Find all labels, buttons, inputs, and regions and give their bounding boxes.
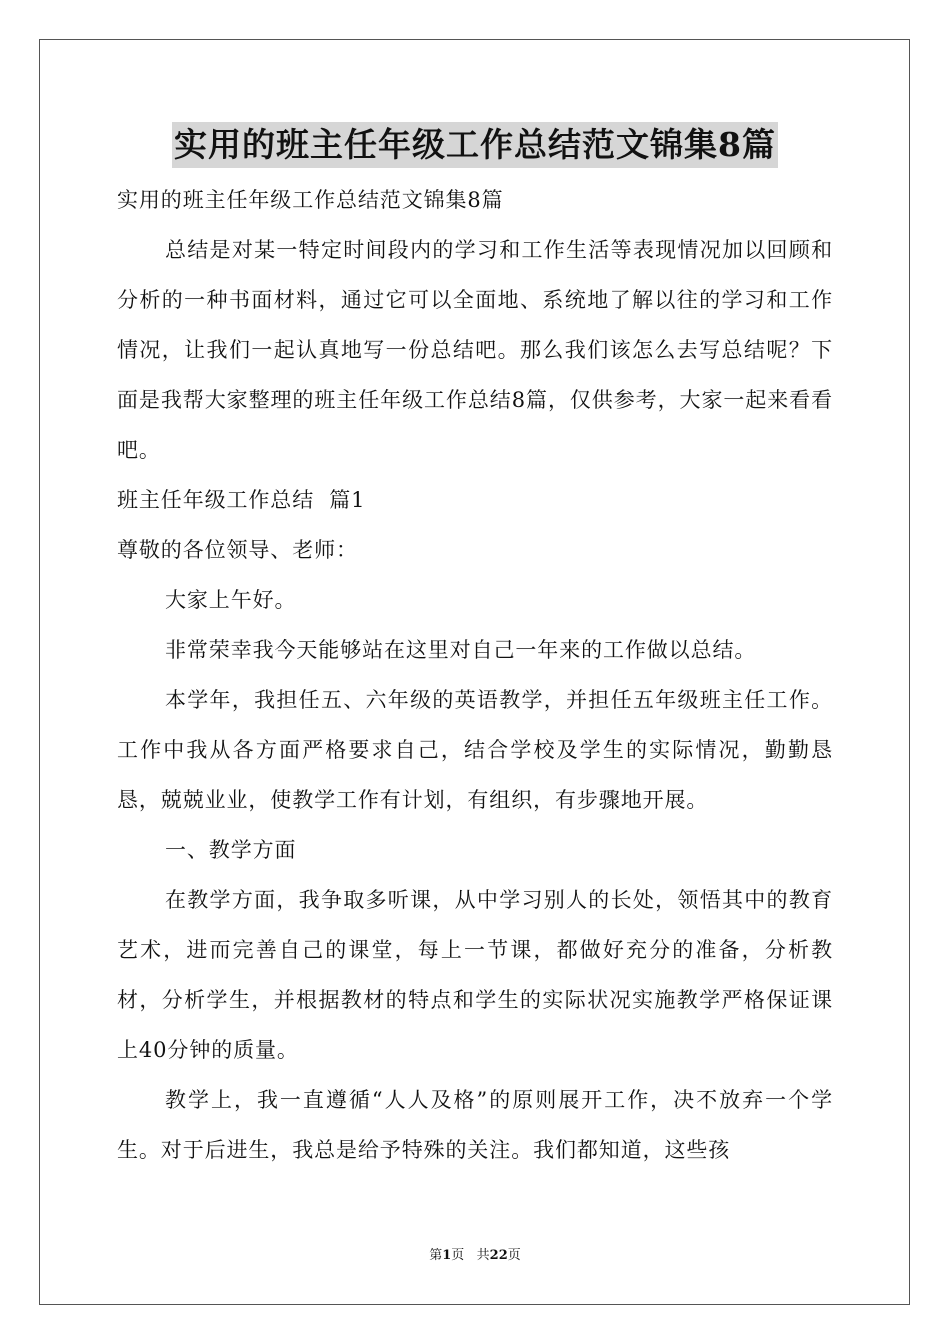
section-heading: 班主任年级工作总结 篇1 bbox=[117, 488, 366, 512]
document-subtitle: 实用的班主任年级工作总结范文锦集8篇 bbox=[117, 188, 504, 212]
teaching-paragraph: 在教学方面，我争取多听课，从中学习别人的长处，领悟其中的教育艺术，进而完善自己的课堂，每上一节课，都做好充分的准备，分析教材，分析学生，并根据教材的特点和学生的实际状况实施教学严格保证课上40分钟的质量。 bbox=[117, 888, 833, 1062]
footer-suffix: 页 bbox=[507, 1248, 521, 1263]
principle-paragraph: 教学上，我一直遵循“人人及格”的原则展开工作，决不放弃一个学生。对于后进生，我总是给予特殊的关注。我们都知道，这些孩 bbox=[117, 1088, 833, 1162]
intro-paragraph: 总结是对某一特定时间段内的学习和工作生活等表现情况加以回顾和分析的一种书面材料，通过它可以全面地、系统地了解以往的学习和工作情况，让我们一起认真地写一份总结吧。那么我们该怎么去写总结呢？下面是我帮大家整理的班主任年级工作总结8篇，仅供参考，大家一起来看看吧。 bbox=[117, 238, 833, 462]
teaching-subheading: 一、教学方面 bbox=[165, 838, 297, 862]
greeting: 大家上午好。 bbox=[165, 588, 297, 612]
document-body bbox=[117, 175, 833, 1175]
footer-total-pages: 22 bbox=[489, 1248, 508, 1263]
salutation: 尊敬的各位领导、老师： bbox=[117, 538, 358, 562]
footer-mid: 页 共 bbox=[451, 1248, 490, 1263]
footer-current-page: 1 bbox=[442, 1248, 452, 1263]
page-footer bbox=[0, 1244, 950, 1263]
document-title: 实用的班主任年级工作总结范文锦集8篇 bbox=[172, 122, 778, 168]
title-container bbox=[0, 122, 950, 168]
role-paragraph: 本学年，我担任五、六年级的英语教学，并担任五年级班主任工作。工作中我从各方面严格要求自己，结合学校及学生的实际情况，勤勤恳恳，兢兢业业，使教学工作有计划，有组织，有步骤地开展。 bbox=[117, 688, 833, 812]
footer-prefix: 第 bbox=[429, 1248, 443, 1263]
honor-paragraph: 非常荣幸我今天能够站在这里对自己一年来的工作做以总结。 bbox=[165, 638, 757, 662]
